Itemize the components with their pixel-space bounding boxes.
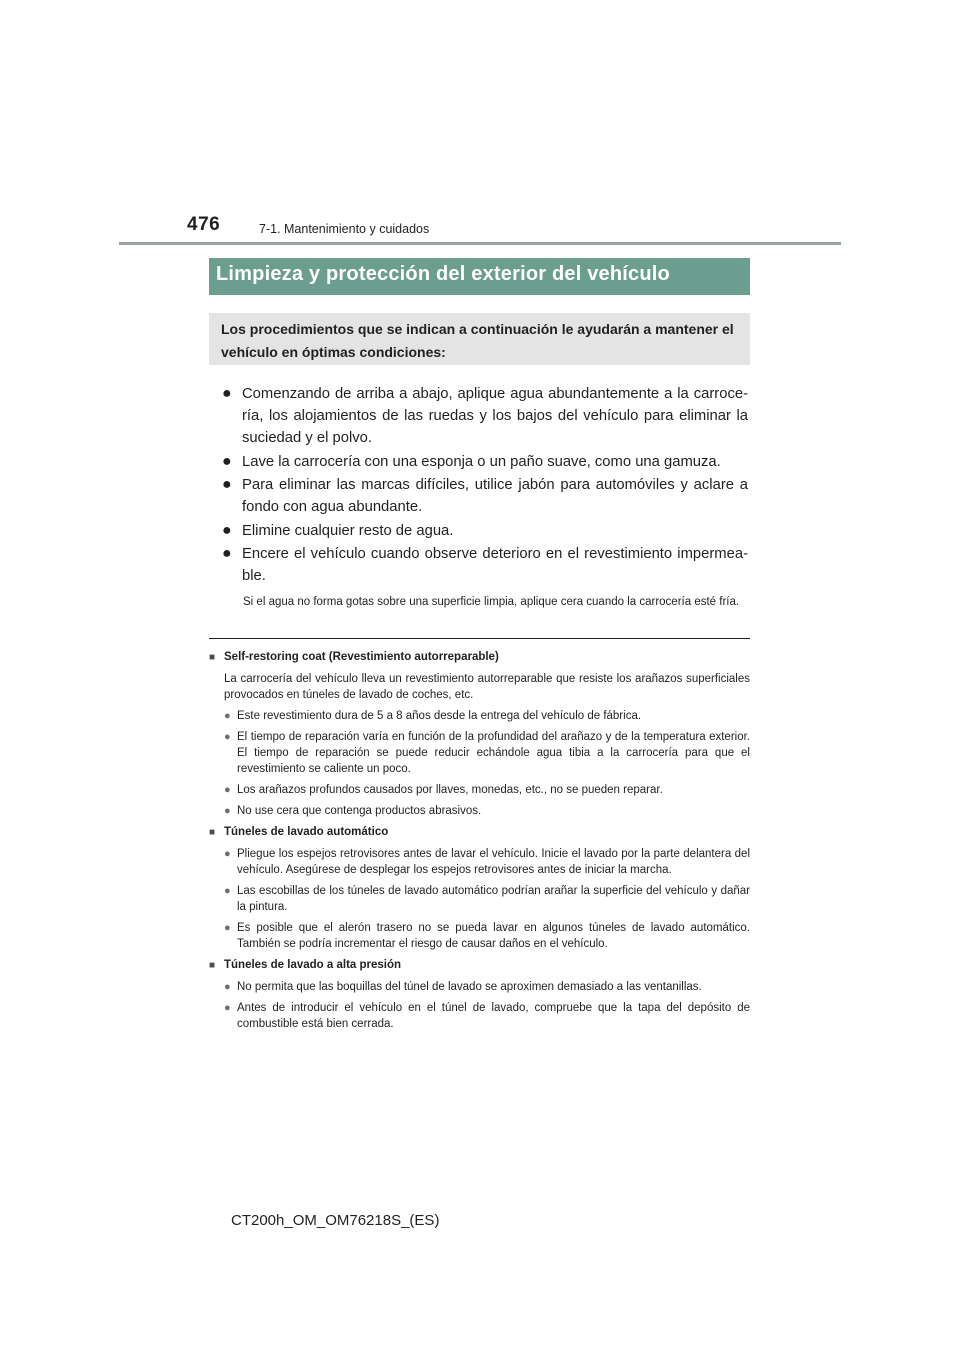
bullet-icon: ● [224,885,231,897]
subsection-heading: ■ Túneles de lavado automático [209,824,750,841]
bullet-icon: ● [224,731,231,743]
bullet-icon: ● [222,385,232,402]
list-item: ● Comenzando de arriba a abajo, aplique agua abundantemente a la carroce-ría, los alojamientos de las ruedas y los bajos del vehículo para eliminar la suciedad y el polvo. [222,383,748,449]
list-item: ● No use cera que contenga productos abrasivos. [224,805,482,817]
list-item: ● No permita que las boquillas del túnel de lavado se aproximen demasiado a las ventanillas. [224,981,702,993]
intro-box: Los procedimientos que se indican a continuación le ayudarán a mantener el vehículo en óptimas condiciones: [209,313,750,365]
bullet-icon: ● [224,710,231,722]
bullet-icon: ● [224,922,231,934]
bullet-icon: ● [222,545,232,562]
square-bullet-icon: ■ [209,960,216,971]
bullet-icon: ● [222,476,232,493]
list-item: ● Es posible que el alerón trasero no se pueda lavar en algunos túneles de lavado automático. También se podría incrementar el riesgo de causar daños en el vehículo. [224,922,750,950]
bullet-icon: ● [224,1002,231,1014]
list-item: ● Elimine cualquier resto de agua. [222,520,748,542]
square-bullet-icon: ■ [209,827,216,838]
list-item: ● Pliegue los espejos retrovisores antes de lavar el vehículo. Inicie el lavado por la parte delantera del vehículo. Asegúrese de desplegar los espejos retrovisores antes de iniciar la marcha. [224,848,750,876]
bullet-icon: ● [224,784,231,796]
list-item: ● Las escobillas de los túneles de lavado automático podrían arañar la superficie del vehículo y dañar la pintura. [224,885,750,913]
section-title: 7-1. Mantenimiento y cuidados [259,222,430,236]
document-code: CT200h_OM_OM76218S_(ES) [231,1212,440,1229]
list-item: ● Encere el vehículo cuando observe deterioro en el revestimiento impermea-ble. [222,543,748,587]
list-item: ● Antes de introducir el vehículo en el túnel de lavado, compruebe que la tapa del depósito de combustible está bien cerrada. [224,1002,750,1030]
bullet-icon: ● [224,805,231,817]
notes-section [209,649,750,1037]
bullet-icon: ● [222,452,232,470]
list-item: ● Este revestimiento dura de 5 a 8 años desde la entrega del vehículo de fábrica. [224,710,642,722]
list-item: ● Lave la carrocería con una esponja o un paño suave, como una gamuza. [222,451,748,473]
list-item: ● El tiempo de reparación varía en función de la profundidad del arañazo y de la temperatura exterior. El tiempo de reparación se puede reducir echándole agua tibia a la carrocería para que el revestimiento se caliente un poco. [224,731,750,775]
page-number: 476 [187,214,221,235]
subsection-heading: ■ Túneles de lavado a alta presión [209,957,750,974]
note-text: Si el agua no forma gotas sobre una superficie limpia, aplique cera cuando la carrocería esté fría. [243,596,740,608]
square-bullet-icon: ■ [209,652,216,663]
subsection-heading: ■ Self-restoring coat (Revestimiento autorreparable) [209,649,750,666]
section-divider [209,638,750,639]
bullet-icon: ● [224,981,231,993]
list-item: ● Los arañazos profundos causados por llaves, monedas, etc., no se pueden reparar. [224,784,663,796]
list-item: ● Para eliminar las marcas difíciles, utilice jabón para automóviles y aclare a fondo con agua abundante. [222,474,748,518]
paragraph: La carrocería del vehículo lleva un revestimiento autorreparable que resiste los arañazos superficiales provocados en túneles de lavado de coches, etc. [224,673,750,701]
page-title: Limpieza y protección del exterior del vehículo [209,258,750,295]
main-bullet-list [222,383,748,589]
bullet-icon: ● [222,521,232,539]
header-divider [119,242,841,245]
bullet-icon: ● [224,848,231,860]
